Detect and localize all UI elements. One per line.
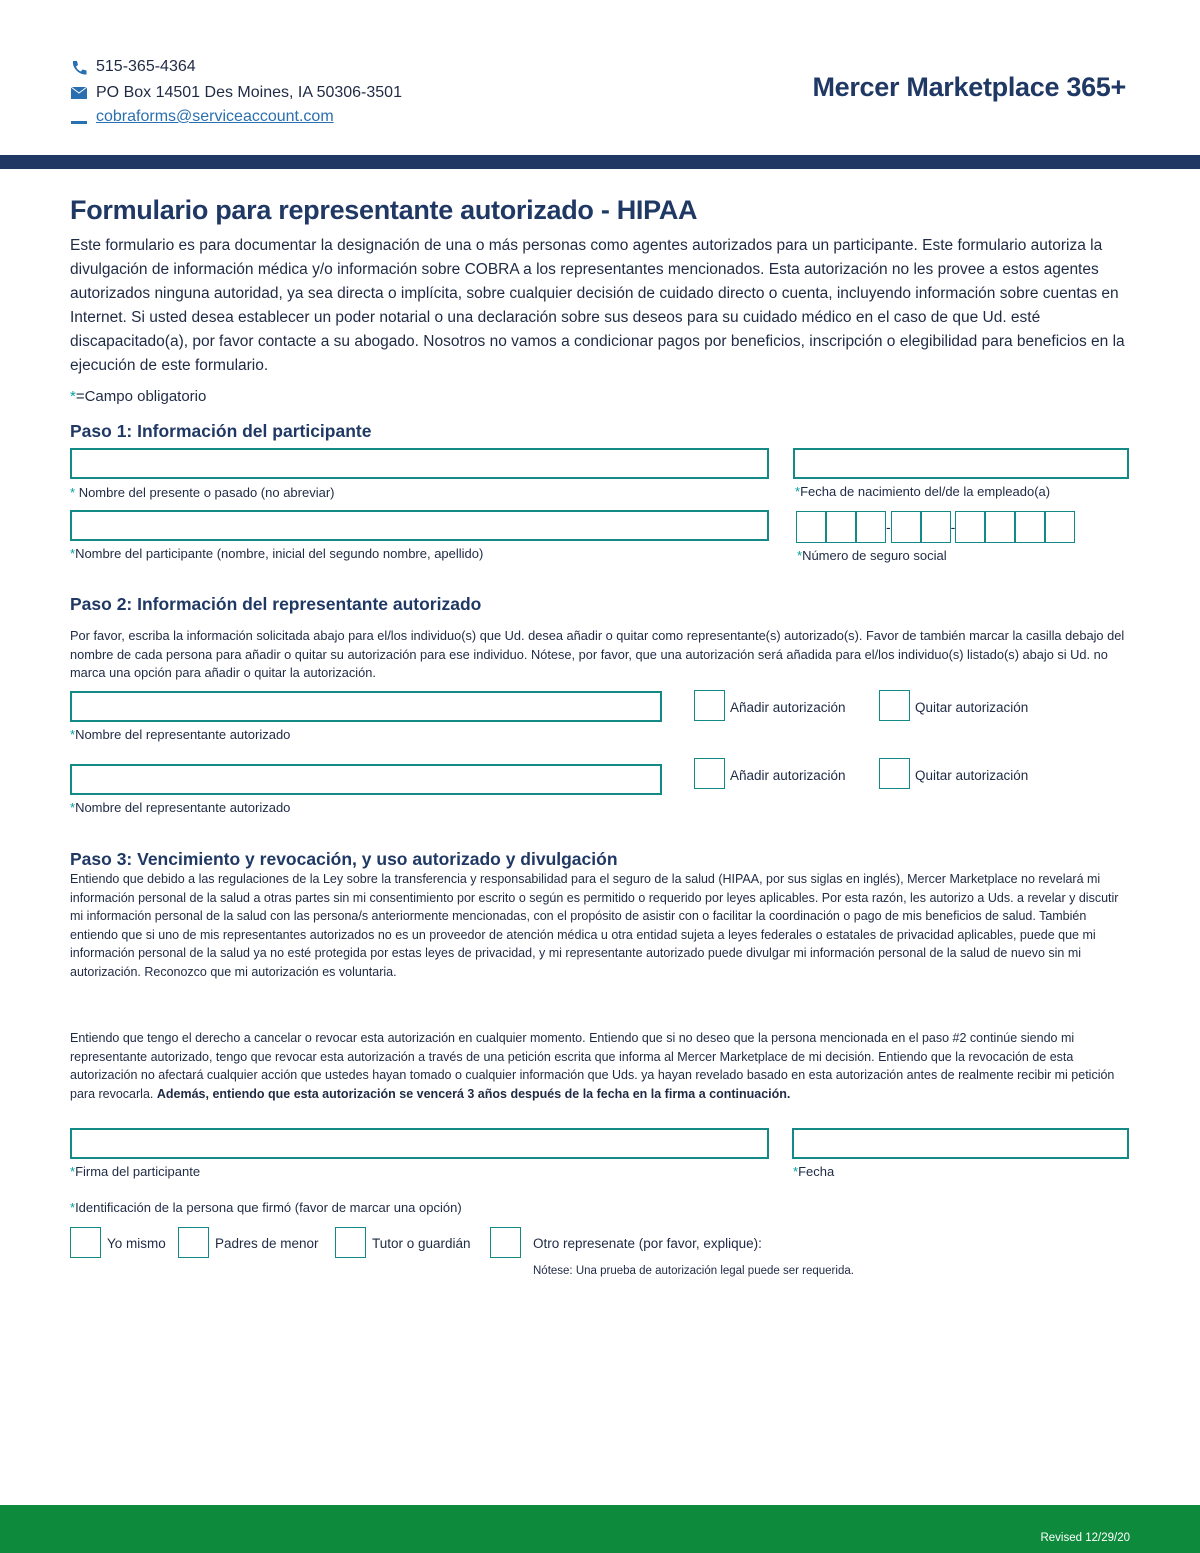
- employee-name-label: * Nombre del presente o pasado (no abreviar): [70, 485, 335, 500]
- ssn-dash: -: [886, 519, 891, 535]
- option-parent-label: Padres de menor: [215, 1236, 319, 1251]
- date-label: *Fecha: [793, 1164, 835, 1179]
- ssn-digit-box[interactable]: [985, 511, 1015, 543]
- option-other-label: Otro represenate (por favor, explique):: [533, 1236, 762, 1251]
- step2-heading: Paso 2: Información del representante autorizado: [70, 594, 482, 614]
- option-self-checkbox[interactable]: [70, 1227, 101, 1258]
- phone-number: 515-365-4364: [96, 58, 196, 75]
- rep1-add-label: Añadir autorización: [730, 700, 846, 715]
- rep2-name-field[interactable]: [70, 764, 662, 795]
- dob-field[interactable]: [793, 448, 1129, 479]
- participant-name-label: *Nombre del participante (nombre, inicial del segundo nombre, apellido): [70, 546, 484, 561]
- rep2-remove-checkbox[interactable]: [879, 758, 910, 789]
- dob-label: *Fecha de nacimiento del/de la empleado(a): [795, 484, 1051, 499]
- option-guardian-label: Tutor o guardián: [372, 1236, 471, 1251]
- required-note: [70, 388, 206, 405]
- mailing-address: PO Box 14501 Des Moines, IA 50306-3501: [96, 84, 402, 101]
- ssn-digit-box[interactable]: [1045, 511, 1075, 543]
- email-icon: [70, 109, 88, 125]
- footer-bar: [0, 1505, 1200, 1553]
- option-other-checkbox[interactable]: [490, 1227, 521, 1258]
- rep1-name-field[interactable]: [70, 691, 662, 722]
- step3-paragraph-1: Entiendo que debido a las regulaciones de la Ley sobre la transferencia y responsabilidad para el seguro de la salud (HIPAA, por sus siglas en inglés), Mercer Marketplace no revelará mi información personal de la salud a otras partes sin mi consentimiento por escrito o según es permitido o requerido por leyes aplicables. Por esta razón, les autorizo a Uds. a revelar y discutir mi información personal de la salud con las persona/s anteriormente mencionadas, con el propósito de asistir con o facilitar la coordinación o pago de mis beneficios de salud. También entiendo que si uno de mis representantes autorizados no es un proveedor de atención médica u otra entidad sujeta a leyes federales o estatales de privacidad aplicables, puede que mi información personal de la salud ya no esté protegida por estas leyes de privacidad, y mi representante autorizado puede divulgar mi información personal de la salud de nuevo sin mi autorización. Reconozco que mi autorización es voluntaria.: [70, 872, 1119, 979]
- rep2-add-checkbox[interactable]: [694, 758, 725, 789]
- contact-email: [70, 108, 334, 126]
- signature-label: *Firma del participante: [70, 1164, 201, 1179]
- ssn-digit-box[interactable]: [921, 511, 951, 543]
- rep1-add-checkbox[interactable]: [694, 690, 725, 721]
- page-title: Formulario para representante autorizado - HIPAA: [70, 195, 698, 225]
- option-guardian-checkbox[interactable]: [335, 1227, 366, 1258]
- date-field[interactable]: [792, 1128, 1129, 1159]
- ssn-field: [796, 511, 1075, 543]
- rep1-remove-label: Quitar autorización: [915, 700, 1029, 715]
- option-self-label: Yo mismo: [107, 1236, 166, 1251]
- rep2-add-label: Añadir autorización: [730, 768, 846, 783]
- step1-heading: Paso 1: Información del participante: [70, 421, 372, 441]
- mailbox-icon: [70, 85, 88, 101]
- ssn-dash: -: [950, 519, 956, 535]
- signature-field[interactable]: [70, 1128, 769, 1159]
- required-note-text: =Campo obligatorio: [75, 388, 207, 405]
- email-link[interactable]: cobraforms@serviceaccount.com: [96, 108, 334, 125]
- rep1-remove-checkbox[interactable]: [879, 690, 910, 721]
- ssn-digit-box[interactable]: [856, 511, 886, 543]
- signer-id-label: *Identificación de la persona que firmó (favor de marcar una opción): [70, 1200, 462, 1215]
- ssn-digit-box[interactable]: [955, 511, 985, 543]
- rep1-name-label: *Nombre del representante autorizado: [70, 727, 291, 742]
- employee-name-field[interactable]: [70, 448, 769, 479]
- participant-name-field[interactable]: [70, 510, 769, 541]
- step3-heading: Paso 3: Vencimiento y revocación, y uso autorizado y divulgación: [70, 849, 618, 869]
- rep2-remove-label: Quitar autorización: [915, 768, 1029, 783]
- legal-proof-note: Nótese: Una prueba de autorización legal puede ser requerida.: [533, 1265, 854, 1277]
- step2-instructions: Por favor, escriba la información solicitada abajo para el/los individuo(s) que Ud. desea añadir o quitar como representante(s) autorizado(s). Favor de también marcar la casilla debajo del nombre de cada persona para añadir o quitar su autorización para ese individuo. Nótese, por favor, que una autorización será añadida para el/los individuo(s) listado(s) abajo si Ud. no marca una opción para añadir o quitar la autorización.: [70, 628, 1125, 681]
- contact-phone: [70, 58, 196, 76]
- contact-address: [70, 84, 402, 102]
- header-divider-bar: [0, 155, 1200, 169]
- ssn-digit-box[interactable]: [1015, 511, 1045, 543]
- intro-paragraph: Este formulario es para documentar la designación de una o más personas como agentes autorizados para un participante. Este formulario autoriza la divulgación de información médica y/o información sobre COBRA a los representantes mencionados. Esta autorización no les provee a estos agentes autorizados ninguna autoridad, ya sea directa o implícita, sobre cualquier decisión de cuidado directo o cuenta, incluyendo información sobre cuentas en Internet. Si usted desea establecer un poder notarial o una declaración sobre sus deseos para su cuidado médico en el caso de que Ud. esté discapacitado(a), por favor contacte a su abogado. Nosotros no vamos a condicionar pagos por beneficios, inscripción o elegibilidad para beneficios en la ejecución de este formulario.: [70, 237, 1125, 374]
- option-parent-checkbox[interactable]: [178, 1227, 209, 1258]
- step3-paragraph-2: Entiendo que tengo el derecho a cancelar o revocar esta autorización en cualquier momento. Entiendo que si no deseo que la persona mencionada en el paso #2 continúe siendo mi representante autorizado, tengo que revocar esta autorización a través de una petición escrita que informa al Mercer Marketplace de mi decisión. Entiendo que la revocación de esta autorización no afectará cualquier acción que ustedes hayan tomado o cualquier información que Uds. ya hayan revelado basado en esta autorización antes de realmente recibir mi petición para revocarla. Además, entiendo que esta autorización se vencerá 3 años después de la fecha en la firma a continuación.: [70, 1031, 1115, 1101]
- expiration-note: Además, entiendo que esta autorización se vencerá 3 años después de la fecha en la firma a continuación.: [156, 1086, 791, 1101]
- ssn-digit-box[interactable]: [891, 511, 921, 543]
- ssn-label: *Número de seguro social: [797, 548, 947, 563]
- required-star: *: [70, 388, 76, 405]
- brand-logo: Mercer Marketplace 365+: [812, 72, 1126, 102]
- ssn-digit-box[interactable]: [796, 511, 826, 543]
- revised-date: Revised 12/29/20: [1040, 1532, 1130, 1544]
- ssn-digit-box[interactable]: [826, 511, 856, 543]
- phone-icon: [70, 59, 88, 75]
- rep2-name-label: *Nombre del representante autorizado: [70, 800, 291, 815]
